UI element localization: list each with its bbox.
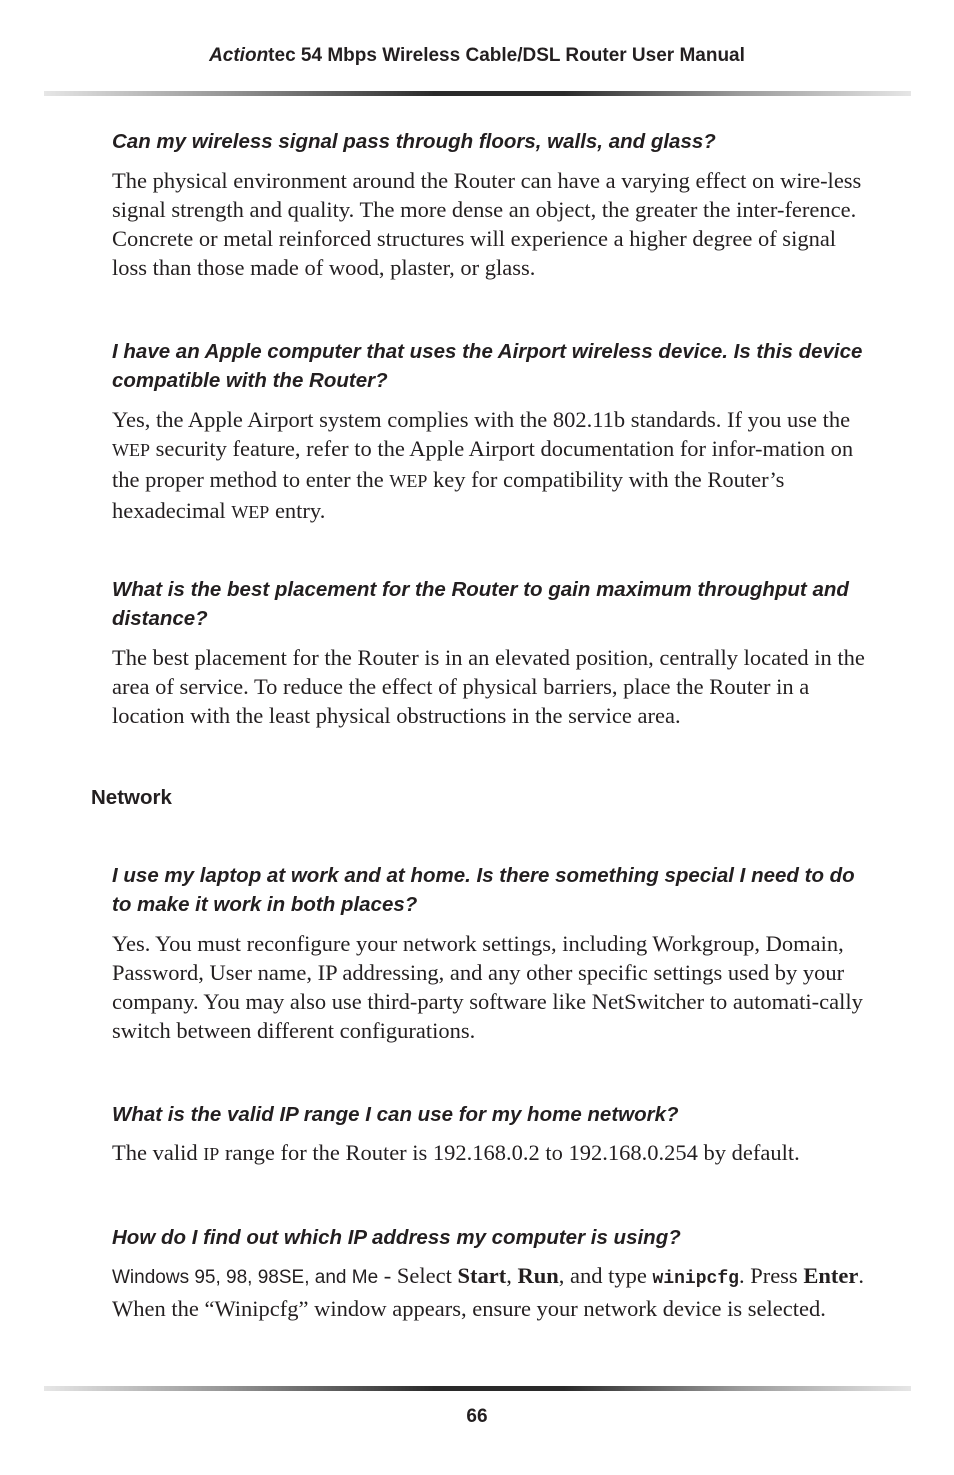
faq-answer-valid-ip-range: The valid IP range for the Router is 192.168.0.2 to 192.168.0.254 by default. bbox=[112, 1140, 800, 1165]
faq-question-find-ip-address: How do I find out which IP address my computer is using? bbox=[112, 1226, 681, 1249]
enter-key-label: Enter bbox=[803, 1263, 859, 1288]
faq-answer-wireless-signal: The physical environment around the Router can have a varying effect on wire-less signal strength and quality. The more dense an object, the greater the inter-ference. Concrete or metal reinforced structures will experience a higher degree of signal loss than those made of wood, plaster, or glass. bbox=[112, 168, 862, 280]
faq-answer-apple-airport: Yes, the Apple Airport system complies with the 802.11b standards. If you use the WEP security feature, refer to the Apple Airport documentation for infor-mation on the proper method to enter the WEP key for compatibility with the Router’s hexadecimal WEP entry. bbox=[112, 407, 854, 523]
faq-question-router-placement: What is the best placement for the Router to gain maximum throughput and distance? bbox=[112, 578, 849, 630]
page-header bbox=[0, 45, 954, 67]
run-menu-label: Run bbox=[517, 1263, 559, 1288]
start-menu-label: Start bbox=[457, 1263, 507, 1288]
wep-acronym: WEP bbox=[231, 502, 270, 522]
wep-acronym: WEP bbox=[112, 440, 150, 460]
windows-versions-label: Windows 95, 98, 98SE, and Me bbox=[112, 1267, 379, 1288]
faq-question-valid-ip-range: What is the valid IP range I can use for my home network? bbox=[112, 1103, 679, 1126]
wep-acronym: WEP bbox=[389, 471, 428, 491]
faq-question-apple-airport: I have an Apple computer that uses the Airport wireless device. Is this device compatible with the Router? bbox=[112, 340, 863, 392]
faq-question-laptop-work-home: I use my laptop at work and at home. Is there something special I need to do to make it work in both places? bbox=[112, 864, 855, 916]
header-rule bbox=[44, 91, 911, 96]
header-brand: Action bbox=[209, 45, 269, 66]
ip-acronym: IP bbox=[203, 1144, 220, 1164]
faq-answer-router-placement: The best placement for the Router is in an elevated position, centrally located in the area of service. To reduce the effect of physical barriers, place the Router in a location with the least physical obstructions in the service area. bbox=[112, 645, 865, 728]
faq-question-wireless-signal: Can my wireless signal pass through floors, walls, and glass? bbox=[112, 130, 716, 153]
faq-answer-laptop-work-home: Yes. You must reconfigure your network settings, including Workgroup, Domain, Password, User name, IP addressing, and any other specific settings used by your company. You may also use third-party software like NetSwitcher to automati-cally switch between different configurations. bbox=[112, 931, 863, 1043]
section-heading-network: Network bbox=[91, 786, 172, 809]
footer-rule bbox=[44, 1386, 911, 1391]
faq-answer-find-ip-address: Windows 95, 98, 98SE, and Me - Select Start, Run, and type winipcfg. Press Enter. When the “Winipcfg” window appears, ensure your network device is selected. bbox=[112, 1263, 864, 1321]
winipcfg-command: winipcfg bbox=[652, 1269, 739, 1289]
page-number: 66 bbox=[466, 1406, 488, 1427]
header-title: tec 54 Mbps Wireless Cable/DSL Router User Manual bbox=[268, 45, 745, 66]
